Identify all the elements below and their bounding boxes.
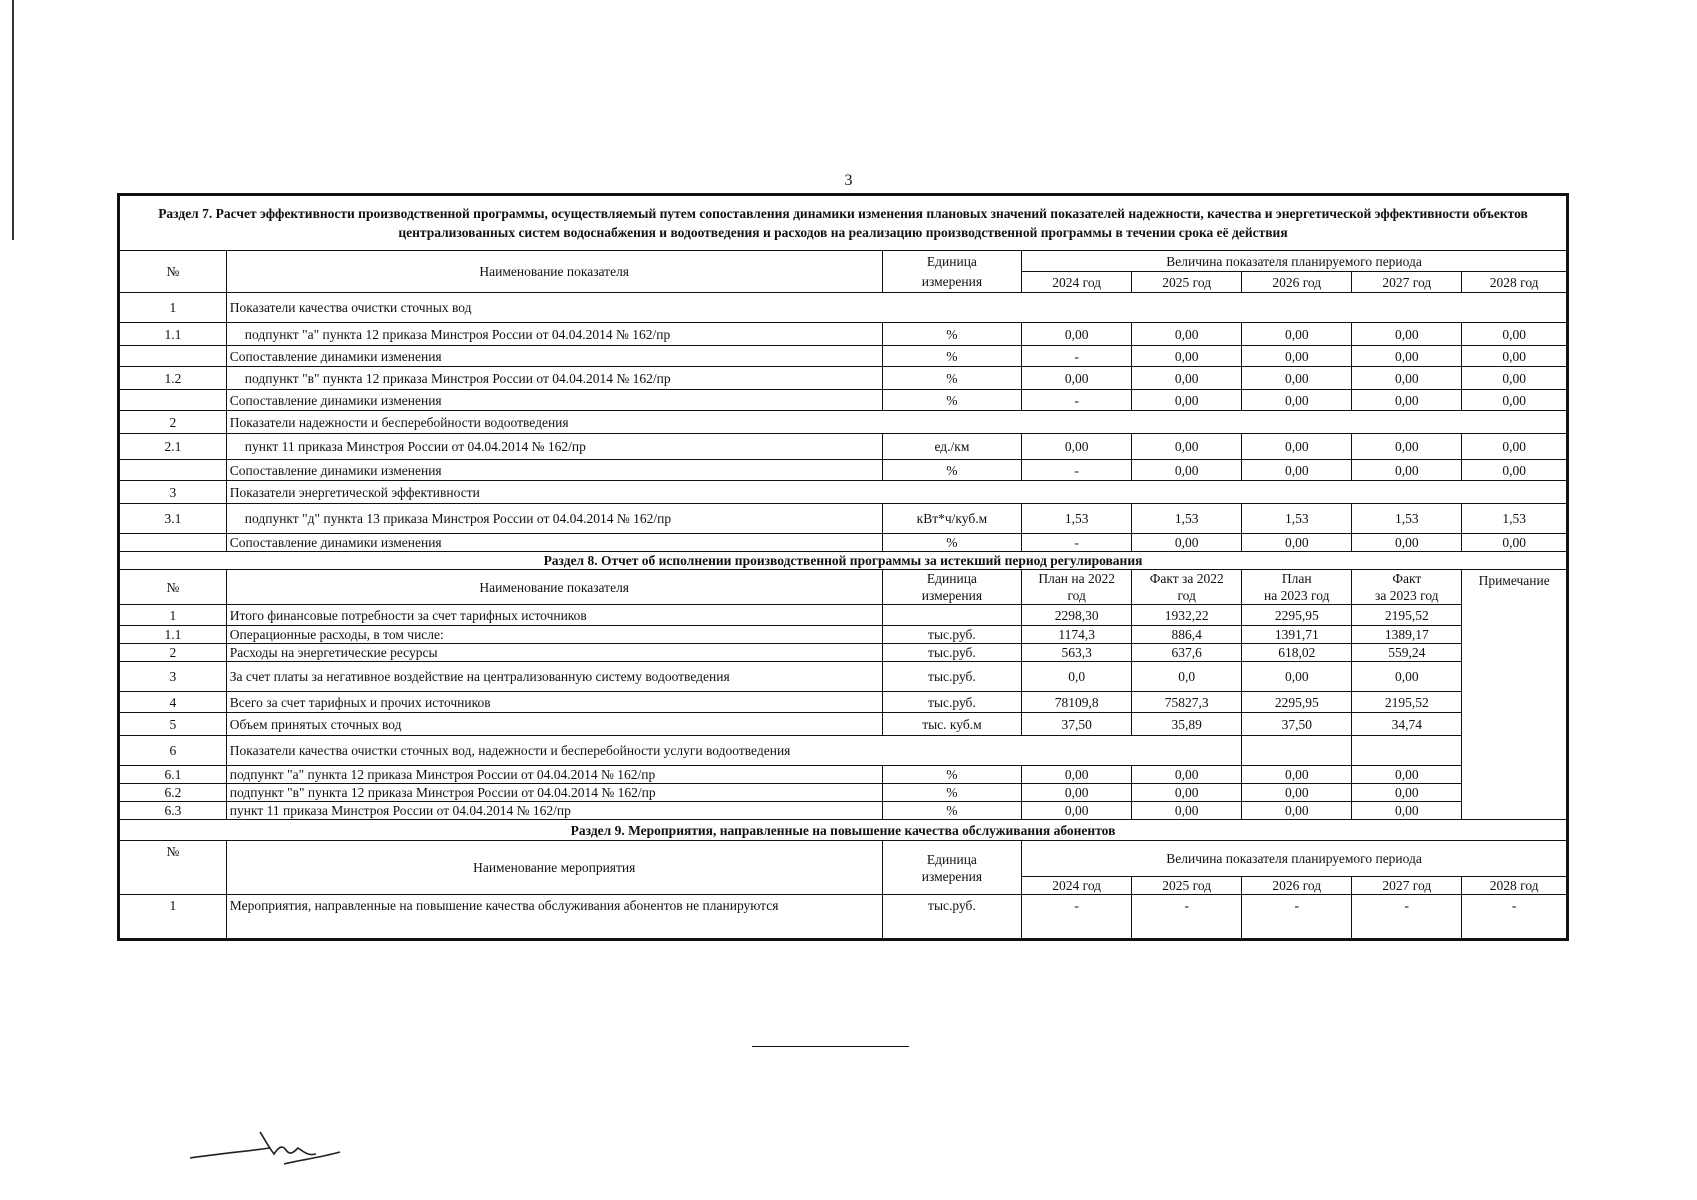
s9-header-year: 2027 год — [1352, 877, 1462, 895]
s8-row-unit: тыс.руб. — [882, 692, 1021, 713]
s8-value: 1391,71 — [1242, 626, 1352, 644]
s7-value: 0,00 — [1462, 434, 1567, 460]
s8-header-unit-line2: измерения — [882, 587, 1021, 605]
s8-value: 0,00 — [1242, 802, 1352, 820]
s7-value: - — [1022, 390, 1132, 411]
s8-value: 37,50 — [1022, 713, 1132, 736]
s7-row-num: 3.1 — [120, 504, 227, 534]
s8-row-unit: % — [882, 766, 1021, 784]
s9-value: - — [1242, 895, 1352, 939]
s8-row-num: 1 — [120, 605, 227, 626]
s8-row-name: Операционные расходы, в том числе: — [226, 626, 882, 644]
s7-row-num — [120, 460, 227, 481]
s8-header-plan2022-line2: год — [1022, 587, 1132, 605]
s7-row-unit: % — [882, 323, 1021, 346]
s7-value: 0,00 — [1462, 534, 1567, 552]
s7-data-row — [120, 434, 1567, 460]
s9-header-unit — [882, 841, 1021, 895]
s7-row-num — [120, 346, 227, 367]
s7-row-unit: кВт*ч/куб.м — [882, 504, 1021, 534]
s8-value: 0,0 — [1132, 662, 1242, 692]
s7-header-year: 2024 год — [1022, 272, 1132, 293]
s7-header-unit-line2: измерения — [882, 272, 1021, 293]
s9-header-unit-line2: измерения — [921, 868, 983, 884]
s8-empty-cell — [1242, 736, 1352, 766]
s8-row-num: 4 — [120, 692, 227, 713]
s7-data-row — [120, 346, 1567, 367]
s9-row-name: Мероприятия, направленные на повышение качества обслуживания абонентов не планируются — [226, 895, 882, 939]
s8-header-name: Наименование показателя — [226, 570, 882, 605]
s8-value: 1932,22 — [1132, 605, 1242, 626]
s8-value: 0,00 — [1022, 766, 1132, 784]
s8-data-row — [120, 766, 1567, 784]
s7-value: 0,00 — [1132, 534, 1242, 552]
s9-value: - — [1352, 895, 1462, 939]
s8-value: 0,00 — [1132, 766, 1242, 784]
s9-value: - — [1462, 895, 1567, 939]
s9-header-period: Величина показателя планируемого периода — [1022, 841, 1567, 877]
s7-row-unit: % — [882, 390, 1021, 411]
s8-value: 0,00 — [1352, 662, 1462, 692]
s7-header-year: 2027 год — [1352, 272, 1462, 293]
s7-row-name: подпункт "д" пункта 13 приказа Минстроя России от 04.04.2014 № 162/пр — [226, 504, 882, 534]
s7-data-row — [120, 367, 1567, 390]
s8-header-note: Примечание — [1462, 570, 1567, 820]
s7-row-name: Показатели качества очистки сточных вод — [226, 293, 1566, 323]
s8-row-name: Показатели качества очистки сточных вод, надежности и бесперебойности услуги водоотведения — [226, 736, 1241, 766]
s7-value: 0,00 — [1352, 434, 1462, 460]
s8-row-unit: тыс. куб.м — [882, 713, 1021, 736]
s7-value: 0,00 — [1242, 460, 1352, 481]
s8-data-row — [120, 784, 1567, 802]
s7-row-unit: ед./км — [882, 434, 1021, 460]
s7-value: 1,53 — [1132, 504, 1242, 534]
s7-group-row — [120, 411, 1567, 434]
s7-value: 0,00 — [1462, 323, 1567, 346]
s7-value: 0,00 — [1352, 460, 1462, 481]
s8-value: 886,4 — [1132, 626, 1242, 644]
s7-row-name: Показатели энергетической эффективности — [226, 481, 1566, 504]
report-table — [119, 195, 1567, 939]
s7-value: 1,53 — [1022, 504, 1132, 534]
s7-value: 0,00 — [1352, 323, 1462, 346]
s7-row-num: 1.1 — [120, 323, 227, 346]
s8-header-fact2023-line1: Факт — [1352, 570, 1462, 588]
s8-row-name: пункт 11 приказа Минстроя России от 04.04.2014 № 162/пр — [226, 802, 882, 820]
s9-value: - — [1022, 895, 1132, 939]
s7-value: - — [1022, 534, 1132, 552]
s9-data-row — [120, 895, 1567, 939]
s9-header-year: 2024 год — [1022, 877, 1132, 895]
section9-title-row — [120, 820, 1567, 841]
s8-row-num: 6.2 — [120, 784, 227, 802]
s7-header-name: Наименование показателя — [226, 251, 882, 293]
s7-value: 0,00 — [1022, 323, 1132, 346]
s8-value: 2195,52 — [1352, 692, 1462, 713]
s7-value: 1,53 — [1462, 504, 1567, 534]
s7-value: 0,00 — [1242, 367, 1352, 390]
s7-data-row — [120, 504, 1567, 534]
s8-value: 0,00 — [1022, 802, 1132, 820]
s7-value: 0,00 — [1352, 346, 1462, 367]
s8-empty-cell — [1352, 736, 1462, 766]
s8-value: 2295,95 — [1242, 692, 1352, 713]
s9-header-year: 2025 год — [1132, 877, 1242, 895]
s8-header-num: № — [120, 570, 227, 605]
s7-value: 0,00 — [1132, 460, 1242, 481]
s8-row-name: Расходы на энергетические ресурсы — [226, 644, 882, 662]
s7-row-name: пункт 11 приказа Минстроя России от 04.04.2014 № 162/пр — [226, 434, 882, 460]
s7-value: 0,00 — [1462, 460, 1567, 481]
s8-row-name: За счет платы за негативное воздействие на централизованную систему водоотведения — [226, 662, 882, 692]
s8-row-unit: % — [882, 784, 1021, 802]
s8-value: 78109,8 — [1022, 692, 1132, 713]
s7-value: 0,00 — [1242, 346, 1352, 367]
s7-value: 0,00 — [1352, 534, 1462, 552]
s8-row-unit: % — [882, 802, 1021, 820]
s7-data-row — [120, 390, 1567, 411]
s7-header-period: Величина показателя планируемого периода — [1022, 251, 1567, 272]
s8-value: 75827,3 — [1132, 692, 1242, 713]
s7-value: 0,00 — [1462, 346, 1567, 367]
s8-row-name: Всего за счет тарифных и прочих источников — [226, 692, 882, 713]
s7-row-name: Сопоставление динамики изменения — [226, 346, 882, 367]
s7-value: - — [1022, 346, 1132, 367]
s7-row-num: 1 — [120, 293, 227, 323]
s7-value: 0,00 — [1132, 390, 1242, 411]
page-number: 3 — [844, 172, 853, 189]
s7-value: 0,00 — [1132, 346, 1242, 367]
s7-header-unit-line1: Единица — [882, 251, 1021, 272]
s7-row-num — [120, 534, 227, 552]
s7-row-name: Сопоставление динамики изменения — [226, 460, 882, 481]
s8-header-fact2023-line2: за 2023 год — [1352, 587, 1462, 605]
s7-row-unit: % — [882, 346, 1021, 367]
s7-group-row — [120, 481, 1567, 504]
s7-value: 0,00 — [1352, 367, 1462, 390]
s9-header-year: 2028 год — [1462, 877, 1567, 895]
s9-value: - — [1132, 895, 1242, 939]
s7-header-num: № — [120, 251, 227, 293]
s7-value: 0,00 — [1132, 367, 1242, 390]
s8-header-fact2022-line1: Факт за 2022 — [1132, 570, 1242, 588]
s7-value: 0,00 — [1132, 434, 1242, 460]
s8-value: 1389,17 — [1352, 626, 1462, 644]
s8-value: 563,3 — [1022, 644, 1132, 662]
s7-header-year: 2025 год — [1132, 272, 1242, 293]
s8-value: 0,00 — [1242, 662, 1352, 692]
s8-value: 1174,3 — [1022, 626, 1132, 644]
s8-value: 37,50 — [1242, 713, 1352, 736]
s8-header-plan2023-line2: на 2023 год — [1242, 587, 1352, 605]
section8-title: Раздел 8. Отчет об исполнении производственной программы за истекший период регулирования — [120, 552, 1567, 570]
s7-header-year: 2026 год — [1242, 272, 1352, 293]
s8-data-row — [120, 802, 1567, 820]
binding-margin-line — [12, 0, 14, 240]
s8-row-num: 6.3 — [120, 802, 227, 820]
s7-row-num — [120, 390, 227, 411]
s7-value: 0,00 — [1242, 534, 1352, 552]
s7-value: 0,00 — [1022, 367, 1132, 390]
s8-row-num: 6.1 — [120, 766, 227, 784]
document-table — [117, 193, 1569, 941]
s7-row-name: Показатели надежности и бесперебойности водоотведения — [226, 411, 1566, 434]
s8-value: 0,00 — [1352, 766, 1462, 784]
s7-row-name: Сопоставление динамики изменения — [226, 390, 882, 411]
s7-value: 1,53 — [1242, 504, 1352, 534]
s8-data-row — [120, 644, 1567, 662]
s9-header-year: 2026 год — [1242, 877, 1352, 895]
s8-header-unit-line1: Единица — [882, 570, 1021, 588]
handwritten-signature — [188, 1118, 348, 1168]
s7-data-row — [120, 323, 1567, 346]
s8-value: 35,89 — [1132, 713, 1242, 736]
section8-header-row — [120, 570, 1567, 588]
s7-row-name: Сопоставление динамики изменения — [226, 534, 882, 552]
s8-row-num: 6 — [120, 736, 227, 766]
s8-value: 2195,52 — [1352, 605, 1462, 626]
s8-value: 0,00 — [1352, 784, 1462, 802]
s8-header-plan2022-line1: План на 2022 — [1022, 570, 1132, 588]
s8-value: 0,00 — [1242, 784, 1352, 802]
s9-row-unit: тыс.руб. — [882, 895, 1021, 939]
s7-value: 0,00 — [1022, 434, 1132, 460]
s8-data-row — [120, 713, 1567, 736]
section9-header-row — [120, 841, 1567, 877]
s7-value: 0,00 — [1242, 323, 1352, 346]
s8-value: 618,02 — [1242, 644, 1352, 662]
s9-row-num: 1 — [120, 895, 227, 939]
s8-row-unit: тыс.руб. — [882, 662, 1021, 692]
s8-row-name: подпункт "а" пункта 12 приказа Минстроя России от 04.04.2014 № 162/пр — [226, 766, 882, 784]
s7-value: 0,00 — [1462, 367, 1567, 390]
s7-data-row — [120, 534, 1567, 552]
s8-row-name: подпункт "в" пункта 12 приказа Минстроя России от 04.04.2014 № 162/пр — [226, 784, 882, 802]
s8-value: 0,00 — [1242, 766, 1352, 784]
s8-row-unit — [882, 605, 1021, 626]
s8-data-row — [120, 692, 1567, 713]
s8-value: 0,00 — [1132, 802, 1242, 820]
s7-value: 1,53 — [1352, 504, 1462, 534]
s8-value: 0,00 — [1132, 784, 1242, 802]
s8-header-fact2022-line2: год — [1132, 587, 1242, 605]
s7-row-name: подпункт "в" пункта 12 приказа Минстроя России от 04.04.2014 № 162/пр — [226, 367, 882, 390]
s7-data-row — [120, 460, 1567, 481]
s8-row-num: 5 — [120, 713, 227, 736]
s7-row-num: 2 — [120, 411, 227, 434]
s8-row-unit: тыс.руб. — [882, 644, 1021, 662]
s8-value: 0,0 — [1022, 662, 1132, 692]
s7-value: 0,00 — [1242, 434, 1352, 460]
s7-row-unit: % — [882, 460, 1021, 481]
s8-row-num: 3 — [120, 662, 227, 692]
s8-value: 0,00 — [1352, 802, 1462, 820]
s9-header-unit-line1: Единица — [926, 851, 977, 867]
s8-value: 34,74 — [1352, 713, 1462, 736]
section9-title: Раздел 9. Мероприятия, направленные на повышение качества обслуживания абонентов — [120, 820, 1567, 841]
section7-header-row — [120, 251, 1567, 272]
s9-header-num: № — [120, 841, 227, 895]
s8-row-num: 2 — [120, 644, 227, 662]
s8-data-row — [120, 626, 1567, 644]
s7-row-unit: % — [882, 367, 1021, 390]
s7-group-row — [120, 293, 1567, 323]
s8-data-row — [120, 662, 1567, 692]
s7-row-name: подпункт "а" пункта 12 приказа Минстроя России от 04.04.2014 № 162/пр — [226, 323, 882, 346]
s8-value: 2298,30 — [1022, 605, 1132, 626]
s8-value: 2295,95 — [1242, 605, 1352, 626]
s8-data-row — [120, 605, 1567, 626]
s8-row-name: Объем принятых сточных вод — [226, 713, 882, 736]
s7-value: 0,00 — [1242, 390, 1352, 411]
section7-title: Раздел 7. Расчет эффективности производственной программы, осуществляемый путем сопоставления динамики изменения плановых значений показателей надежности, качества и энергетической эффективности объектов централизованных систем водоснабжения и водоотведения и расходов на реализацию производственной программы в течении срока её действия — [120, 196, 1567, 251]
s8-row-num: 1.1 — [120, 626, 227, 644]
s8-value: 637,6 — [1132, 644, 1242, 662]
s7-header-year: 2028 год — [1462, 272, 1567, 293]
s8-row-name: Итого финансовые потребности за счет тарифных источников — [226, 605, 882, 626]
s8-value: 0,00 — [1022, 784, 1132, 802]
s8-row-unit: тыс.руб. — [882, 626, 1021, 644]
s8-value: 559,24 — [1352, 644, 1462, 662]
s8-header-plan2023-line1: План — [1242, 570, 1352, 588]
s7-row-unit: % — [882, 534, 1021, 552]
s7-value: 0,00 — [1352, 390, 1462, 411]
section7-title-row — [120, 196, 1567, 251]
s7-value: 0,00 — [1462, 390, 1567, 411]
closing-separator-line — [752, 1046, 909, 1047]
section8-title-row — [120, 552, 1567, 570]
s7-row-num: 2.1 — [120, 434, 227, 460]
s7-row-num: 1.2 — [120, 367, 227, 390]
s7-value: 0,00 — [1132, 323, 1242, 346]
s7-row-num: 3 — [120, 481, 227, 504]
s8-group-row — [120, 736, 1567, 766]
s7-value: - — [1022, 460, 1132, 481]
s9-header-name: Наименование мероприятия — [226, 841, 882, 895]
